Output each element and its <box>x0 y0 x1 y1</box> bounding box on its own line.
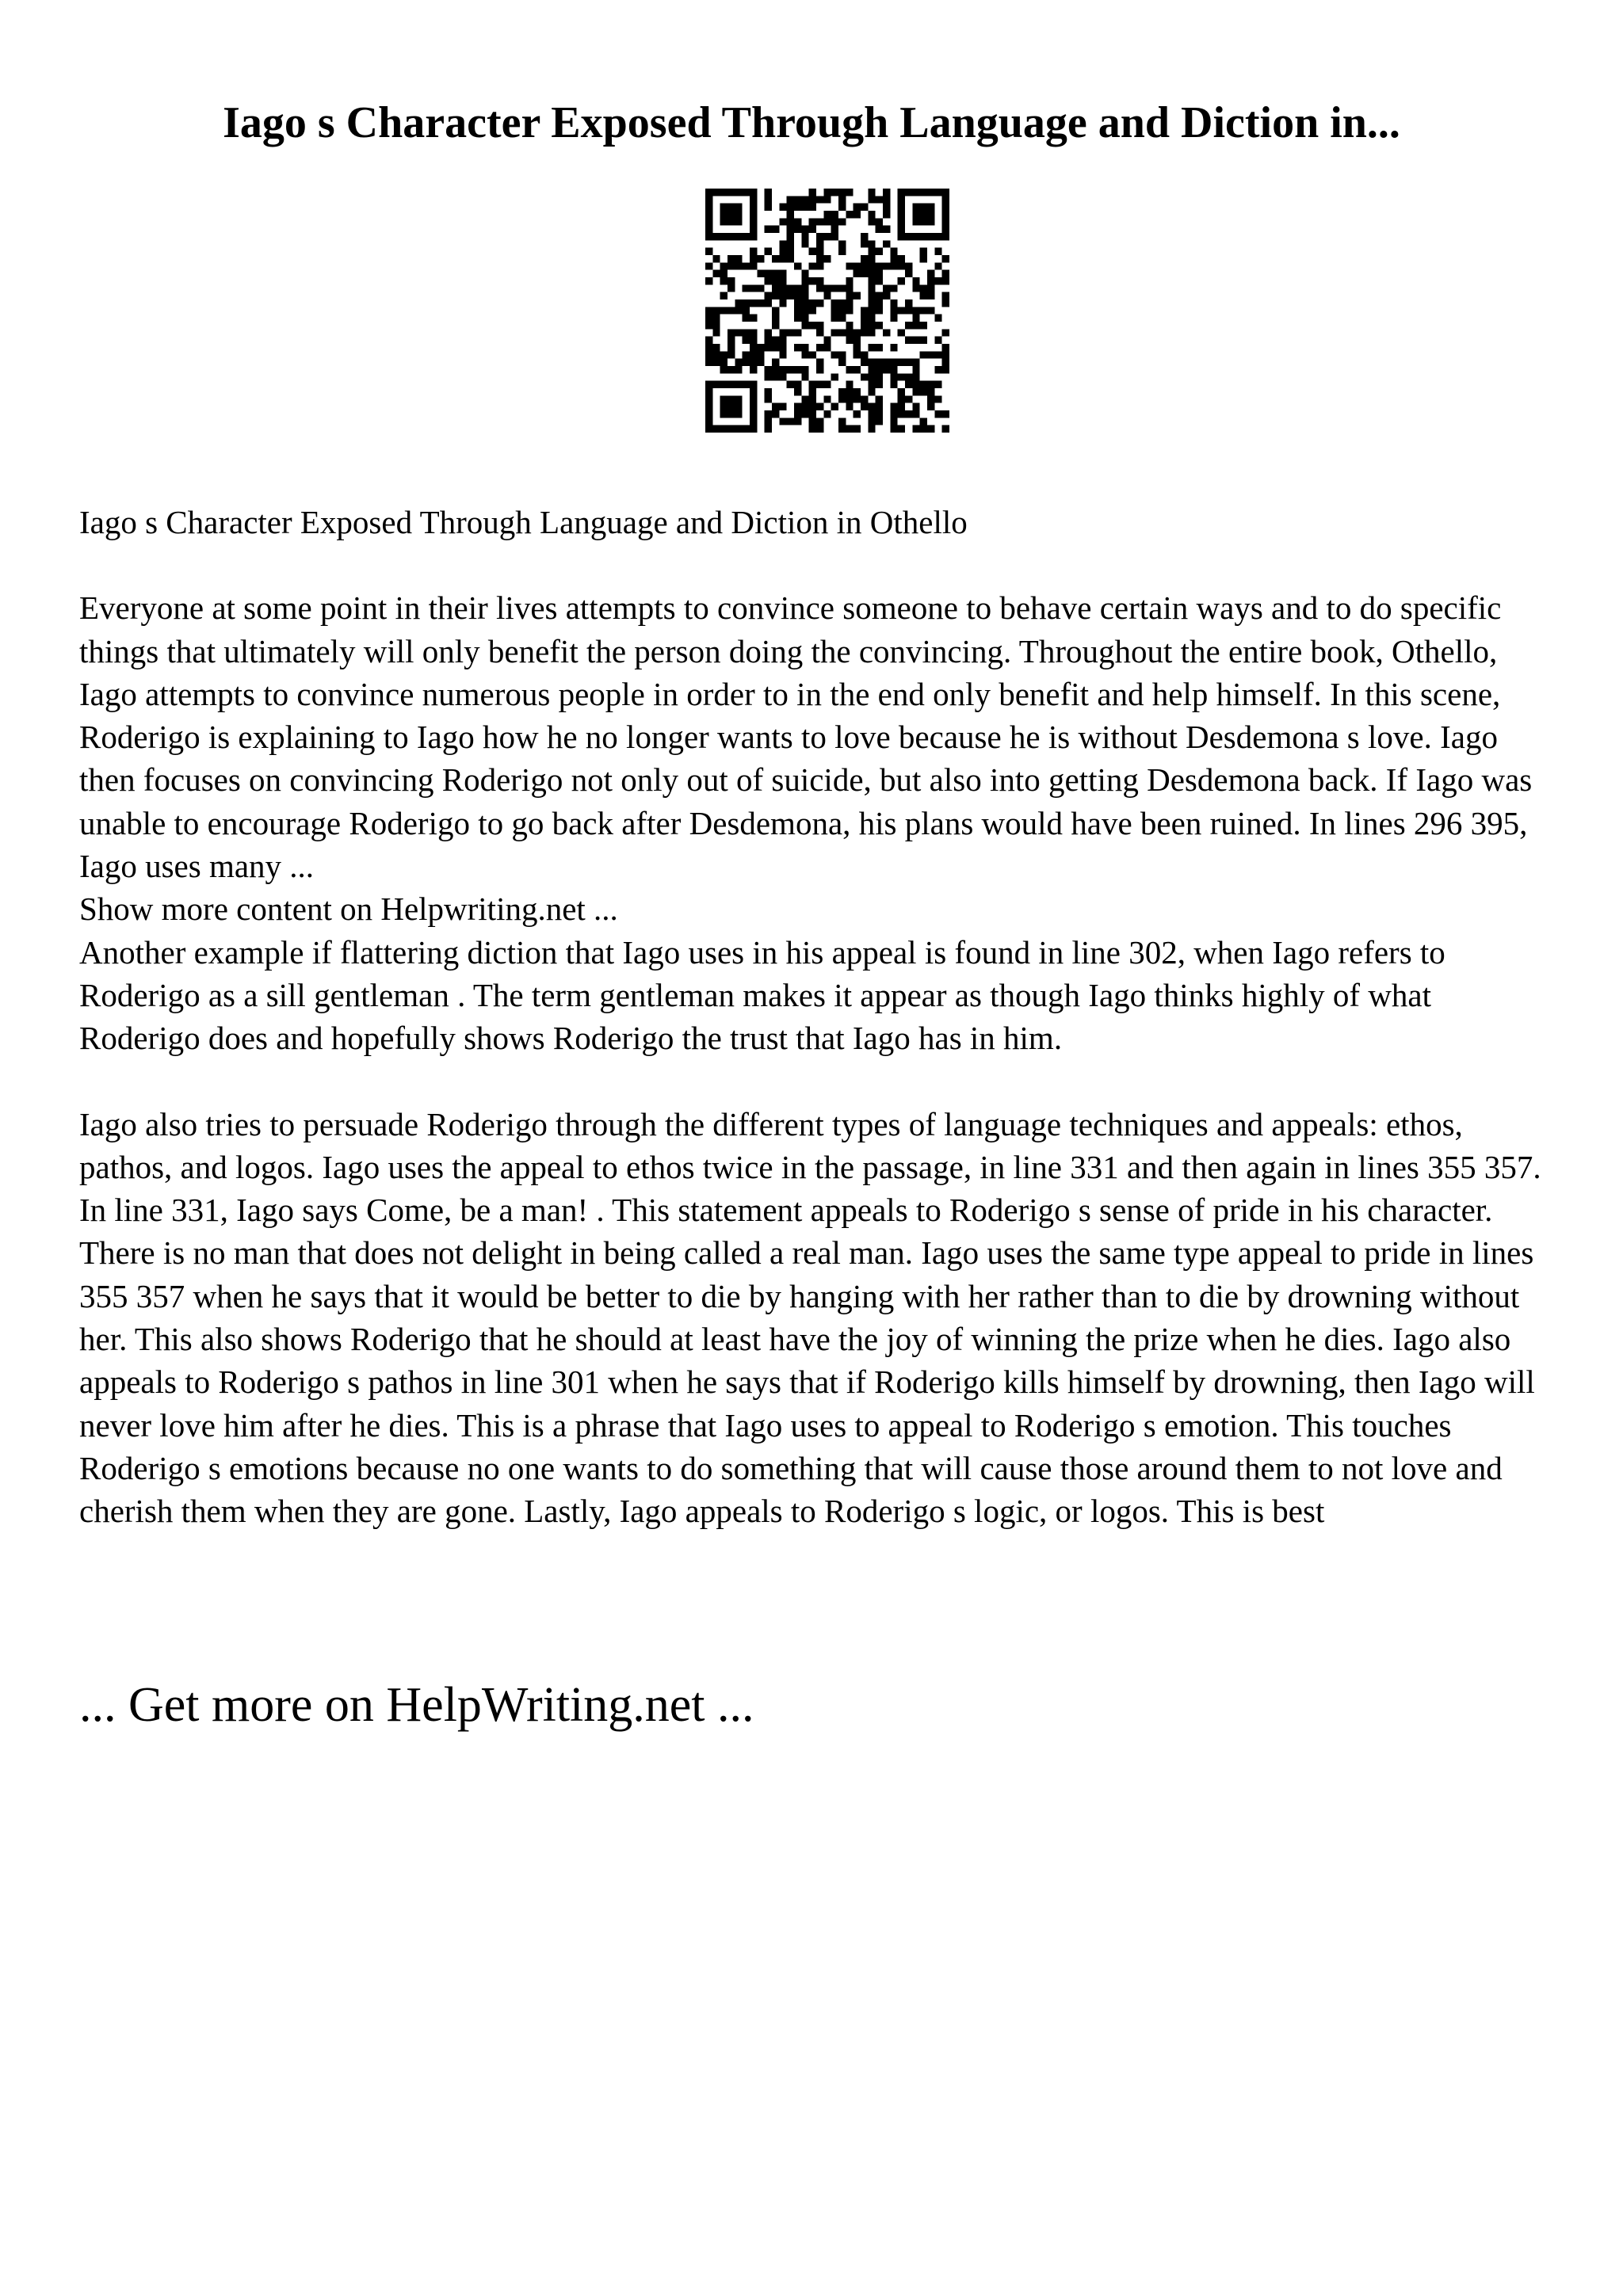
paragraph-appeals: Iago also tries to persuade Roderigo through the different types of language techniques and appeals: ethos, pathos, and logos. Iago uses the appeal to ethos twice in the passage, in line 331 and then again in lines 355 357. In line 331, Iago says Come, be a man! . This statement appeals to Roderigo s sense of pride in his character. There is no man that does not delight in being called a real man. Iago uses the same type appeal to pride in lines 355 357 when he says that it would be better to die by hanging with her rather than to die by drowning without her. This also shows Roderigo that he should at least have the joy of winning the prize when he dies. Iago also appeals to Roderigo s pathos in line 301 when he says that if Roderigo kills himself by drowning, then Iago will never love him after he dies. This is a phrase that Iago uses to appeal to Roderigo s emotion. This touches Roderigo s emotions because no one wants to do something that will cause those around them to not love and cherish them when they are gone. Lastly, Iago appeals to Roderigo s logic, or logos. This is best <box>79 1105 1541 1530</box>
show-more-link[interactable]: Show more content on Helpwriting.net ... <box>79 891 618 928</box>
document-subtitle: Iago s Character Exposed Through Language and Diction in Othello <box>79 504 968 540</box>
document-body <box>79 501 1544 1533</box>
paragraph-spacer <box>79 543 1544 586</box>
page-title: Iago s Character Exposed Through Language and Diction in... <box>223 98 1400 147</box>
paragraph-flattering-diction: Another example if flattering diction that Iago uses in his appeal is found in line 302, when Iago refers to Roderigo as a sill gentleman . The term gentleman makes it appear as though Iago thinks highly of what Roderigo does and hopefully shows Roderigo the trust that Iago has in him. <box>79 933 1445 1057</box>
paragraph-spacer <box>79 1060 1544 1103</box>
get-more-link[interactable]: ... Get more on HelpWriting.net ... <box>79 1678 754 1732</box>
qr-code-icon <box>705 189 949 433</box>
qr-code-graphic <box>705 189 949 433</box>
paragraph-intro: Everyone at some point in their lives attempts to convince someone to behave certain ways and to do specific things that ultimately will only benefit the person doing the convincing. Throughout the entire book, Othello, Iago attempts to convince numerous people in order to in the end only benefit and help himself. In this scene, Roderigo is explaining to Iago how he no longer wants to love because he is without Desdemona s love. Iago then focuses on convincing Roderigo not only out of suicide, but also into getting Desdemona back. If Iago was unable to encourage Roderigo to go back after Desdemona, his plans would have been ruined. In lines 296 395, Iago uses many ... <box>79 589 1533 885</box>
